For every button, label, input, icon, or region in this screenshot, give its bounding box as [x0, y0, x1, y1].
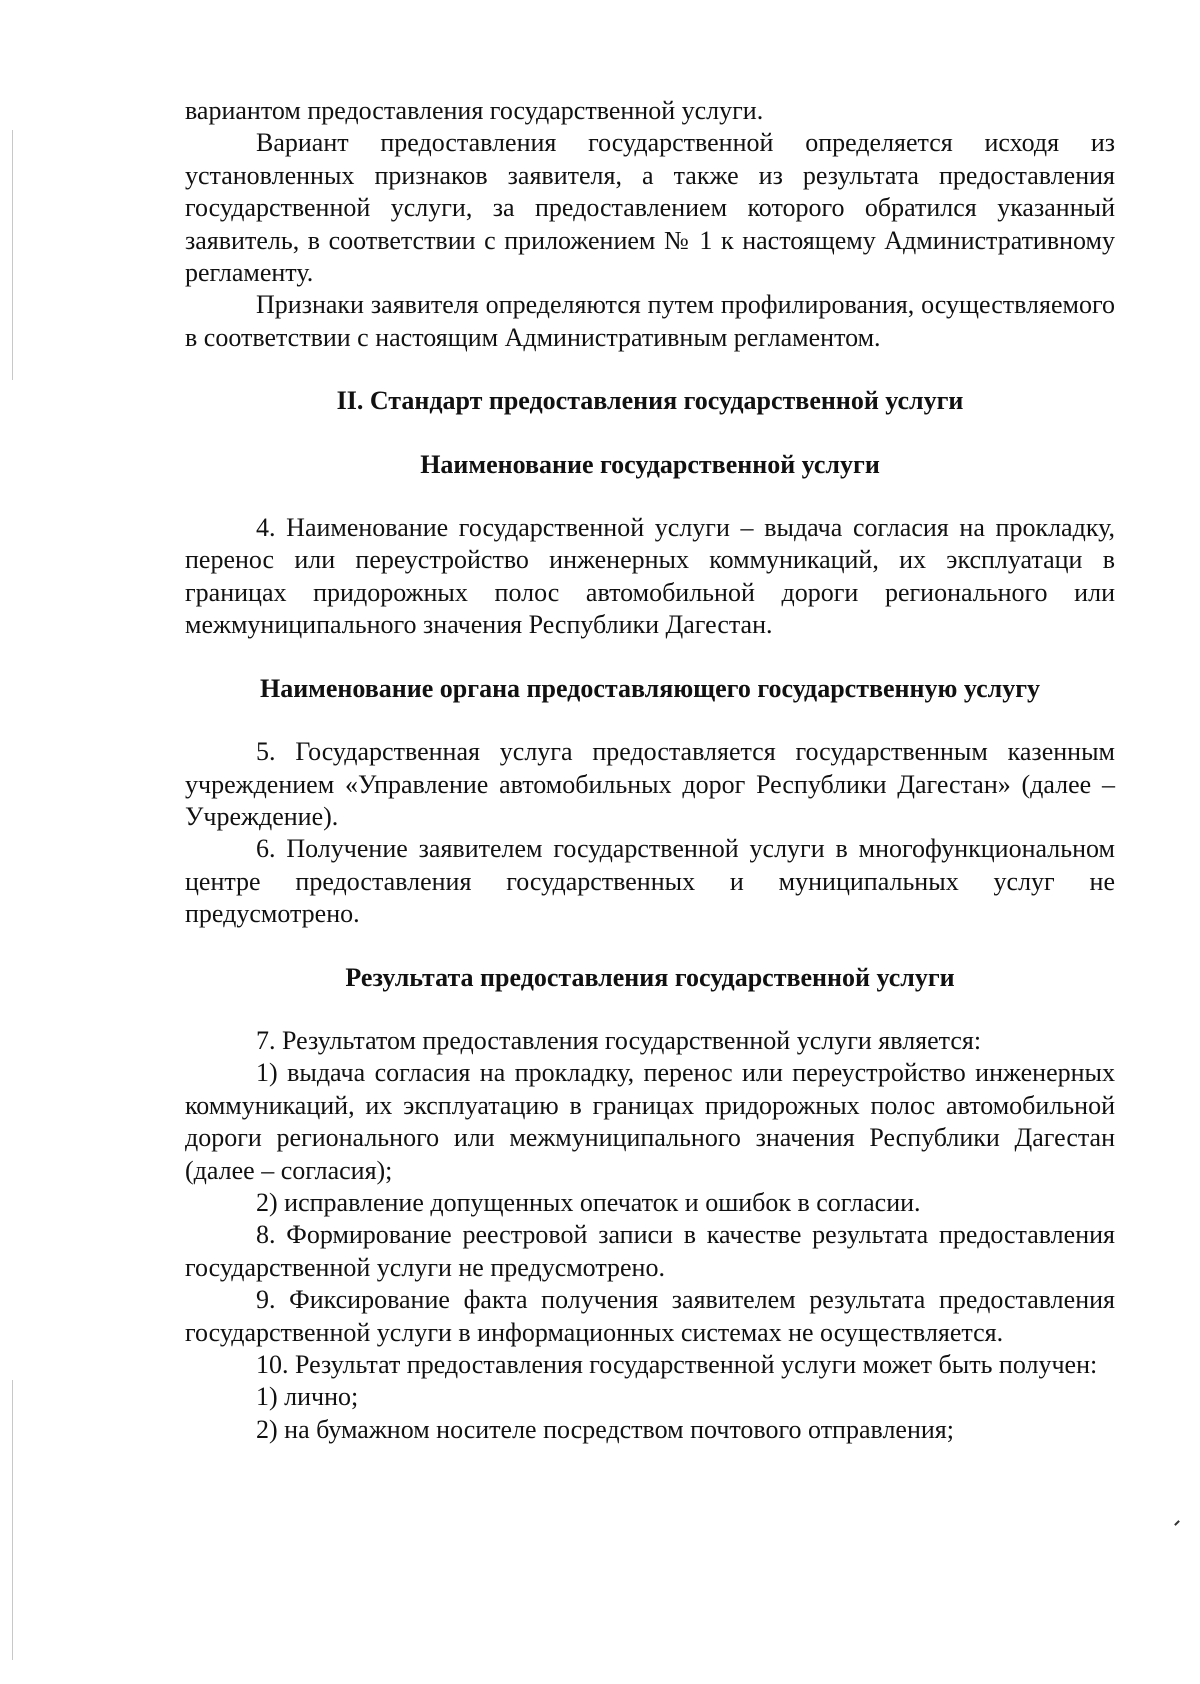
heading-service-name: Наименование государственной услуги: [420, 449, 880, 479]
paragraph-5: 5. Государственная услуга предоставляется государственным казенным учреждением «Управление автомобильных дорог Республики Дагестан» (далее – Учреждение).: [185, 737, 1115, 831]
paragraph-7: 7. Результатом предоставления государственной услуги является:: [256, 1025, 982, 1055]
paragraph-10-item-2: 2) на бумажном носителе посредством почтового отправления;: [256, 1414, 954, 1444]
paragraph-signs: Признаки заявителя определяются путем профилирования, осуществляемого в соответствии с настоящим Административным регламентом.: [185, 290, 1115, 352]
paragraph-10: 10. Результат предоставления государственной услуги может быть получен:: [256, 1350, 1098, 1379]
paragraph-intro-end: вариантом предоставления государственной услуги.: [185, 96, 764, 125]
section-title: II. Стандарт предоставления государственной услуги: [336, 386, 964, 416]
document-body: [185, 95, 1115, 1446]
scan-artifact: [1174, 1520, 1180, 1526]
paragraph-10-item-1: 1) лично;: [256, 1382, 359, 1412]
paragraph-7-item-2: 2) исправление допущенных опечаток и ошибок в согласии.: [256, 1187, 921, 1217]
paragraph-variant: Вариант предоставления государственной определяется исходя из установленных признаков заявителя, а также из результата предоставления государственной услуги, за предоставлением которого обратился указанный заявитель, в соответствии с приложением № 1 к настоящему Административному регламенту.: [185, 128, 1115, 288]
paragraph-6: 6. Получение заявителем государственной услуги в многофункциональном центре предоставления государственных и муниципальных услуг не предусмотрено.: [185, 834, 1115, 929]
paragraph-8: 8. Формирование реестровой записи в качестве результата предоставления государственной услуги не предусмотрено.: [185, 1220, 1115, 1282]
paragraph-7-item-1: 1) выдача согласия на прокладку, перенос или переустройство инженерных коммуникаций, их эксплуатацию в границах придорожных полос автомобильной дороги регионального или межмуниципального значения Республики Дагестан (далее – согласия);: [185, 1058, 1115, 1185]
heading-organ: Наименование органа предоставляющего государственную услугу: [259, 673, 1041, 703]
scan-margin-line: [12, 130, 13, 380]
paragraph-9: 9. Фиксирование факта получения заявителем результата предоставления государственной услуги в информационных системах не осуществляется.: [185, 1285, 1115, 1347]
paragraph-4: 4. Наименование государственной услуги – выдача согласия на прокладку, перенос или переустройство инженерных коммуникаций, их эксплуатаци в границах придорожных полос автомобильной дороги регионального или межмуниципального значения Республики Дагестан.: [185, 513, 1115, 640]
scan-margin-line: [12, 1380, 13, 1660]
heading-result: Результата предоставления государственной услуги: [345, 962, 955, 992]
